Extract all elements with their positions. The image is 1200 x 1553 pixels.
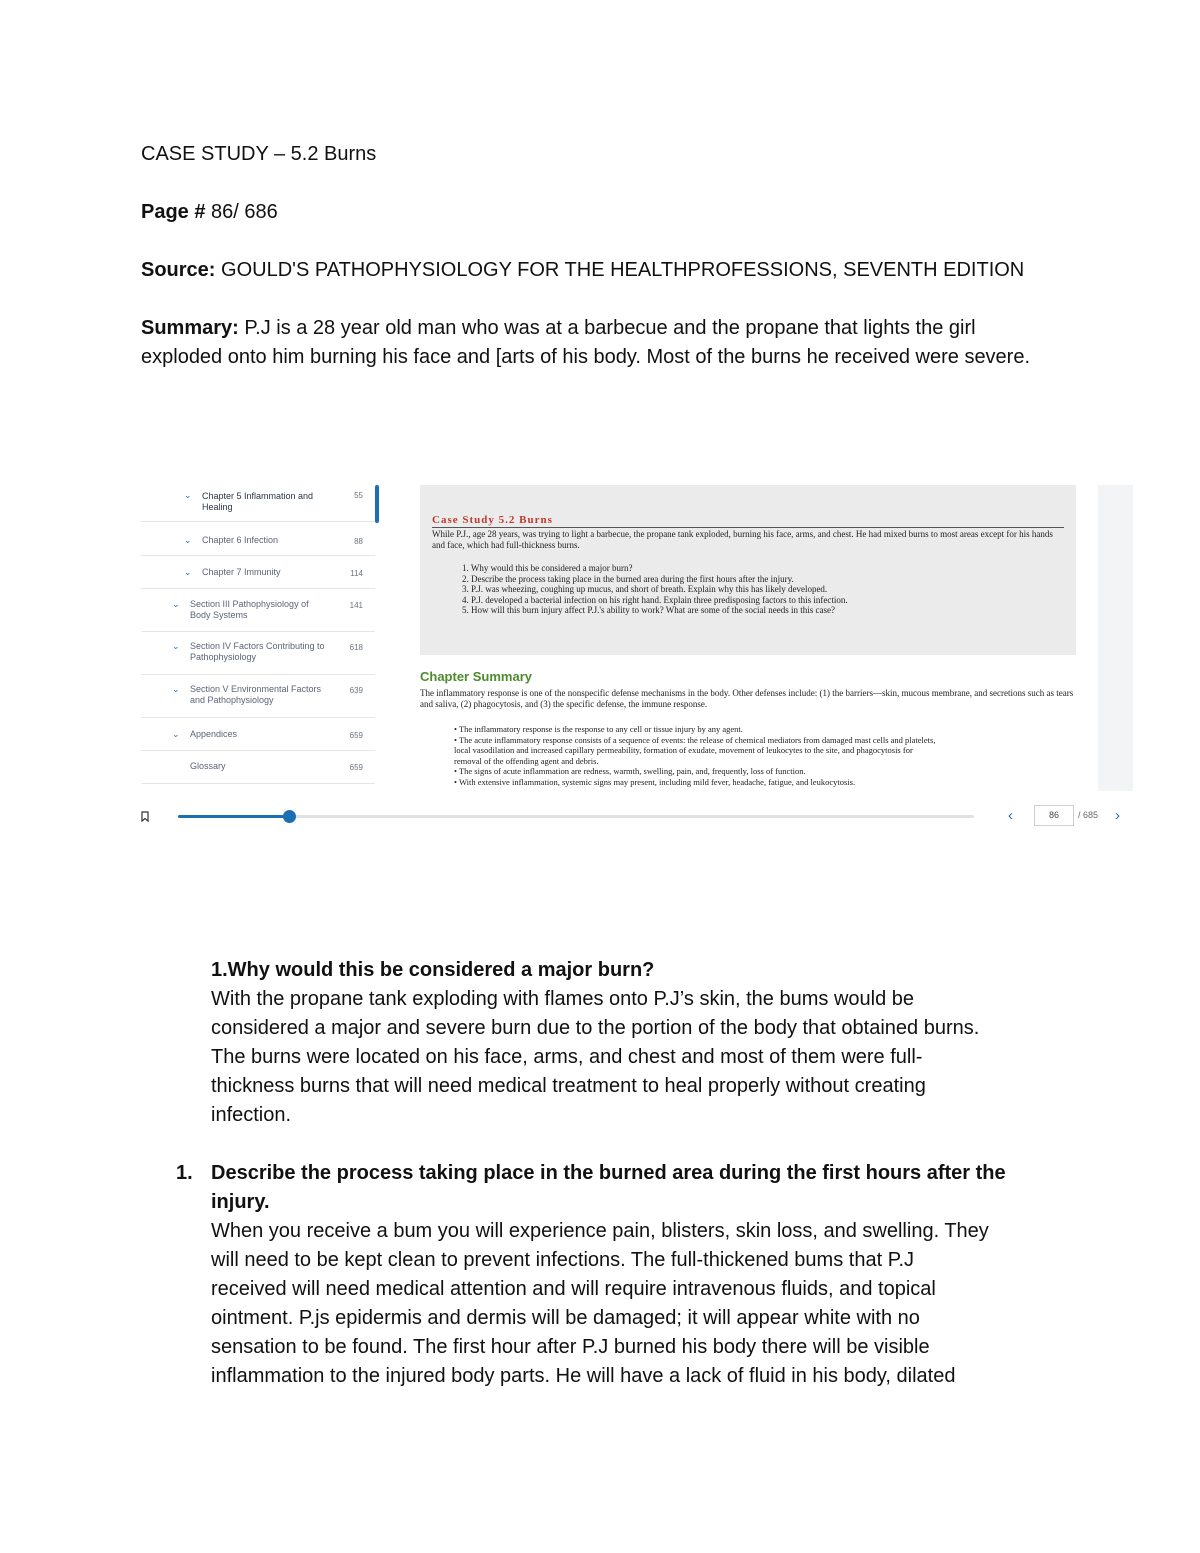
bookmark-icon[interactable]: [141, 811, 149, 822]
bullet-item: local vasodilation and increased capillary permeability, formation of exudate, movement of leukocytes to the site, and phagocytosis for: [454, 745, 913, 755]
answer-line: With the propane tank exploding with flames onto P.J’s skin, the bums would be: [211, 988, 914, 1010]
chevron-right-icon[interactable]: ›: [1115, 807, 1120, 824]
chapter-summary-bullets: [454, 724, 1079, 787]
chevron-left-icon[interactable]: ‹: [1008, 807, 1013, 824]
question-item: 3. P.J. was wheezing, coughing up mucus, and short of breath. Explain why this has likely developed.: [462, 584, 828, 594]
answer-line: inflammation to the injured body parts. He will have a lack of fluid in his body, dilated: [211, 1365, 956, 1387]
chevron-down-icon: ⌄: [184, 490, 192, 500]
bullet-item: • The signs of acute inflammation are redness, warmth, swelling, pain, and, frequently, loss of function.: [454, 766, 806, 776]
bullet-item: removal of the offending agent and debris.: [454, 755, 599, 766]
toc-item-label: Chapter 6 Infection: [202, 535, 279, 545]
question-item: 4. P.J. developed a bacterial infection on his right hand. Explain three predisposing factors to this infection.: [462, 594, 848, 605]
question-item: 2. Describe the process taking place in the burned area during the first hours after the injury.: [462, 573, 794, 584]
progress-fill: [178, 815, 289, 818]
side-panel: [1098, 485, 1133, 791]
answer-line: thickness burns that will need medical treatment to heal properly without creating: [211, 1075, 926, 1097]
spacer: [211, 1130, 1071, 1159]
toc-item-label: Section V Environmental Factors and Pathophysiology: [190, 684, 322, 705]
page-progress-slider[interactable]: [178, 815, 974, 818]
case-study-questions: [462, 563, 1064, 616]
bullet-item: • The acute inflammatory response consists of a sequence of events: the release of chemical mediators from damaged mast cells and platelets,: [454, 734, 936, 745]
toc-item-section-3[interactable]: [141, 589, 375, 632]
answer-line: infection.: [211, 1104, 292, 1126]
case-study-text: While P.J., age 28 years, was trying to light a barbecue, the propane tank exploded, burning his face, arms, and chest. He had mixed burns to most areas except for his hands and face, which had full-thickness burns.: [432, 529, 1053, 550]
toc-item-glossary[interactable]: [141, 751, 375, 784]
answer-line: considered a major and severe burn due to the portion of the body that obtained burns.: [211, 1017, 980, 1039]
answers-section: [176, 956, 1071, 1391]
ebook-screenshot: [141, 485, 1133, 835]
chevron-down-icon: ⌄: [172, 729, 180, 739]
toc-item-page: 88: [354, 537, 363, 546]
divider: [432, 527, 1064, 528]
toc-item-page: 618: [349, 643, 363, 652]
chevron-down-icon: ⌄: [172, 684, 180, 694]
toc-item-page: 141: [349, 601, 363, 610]
slider-handle[interactable]: [283, 810, 296, 823]
answer-line: The burns were located on his face, arms, and chest and most of them were full-: [211, 1046, 923, 1068]
question-2-heading: [176, 1159, 1071, 1217]
question-1-heading: 1.Why would this be considered a major burn?: [211, 959, 655, 981]
toc-item-page: 659: [349, 731, 363, 740]
chevron-down-icon: ⌄: [184, 535, 192, 545]
bullet-item: • The inflammatory response is the response to any cell or tissue injury by any agent.: [454, 724, 743, 734]
chevron-down-icon: ⌄: [184, 567, 192, 577]
case-study-heading: Case Study 5.2 Burns: [432, 514, 553, 526]
page-number-input[interactable]: 86: [1034, 805, 1074, 826]
question-item: 1. Why would this be considered a major burn?: [462, 563, 633, 573]
toc-item-section-4[interactable]: [141, 632, 375, 675]
document-header: [141, 140, 1061, 372]
chevron-down-icon: ⌄: [172, 641, 180, 651]
page-number-line: [141, 198, 1061, 227]
toc-item-label: Section III Pathophysiology of Body Systems: [190, 599, 309, 620]
answer-line: will need to be kept clean to prevent infections. The full-thickened bums that P.J: [211, 1249, 915, 1271]
toc-scroll-indicator: [375, 485, 379, 523]
chapter-summary-heading: Chapter Summary: [420, 669, 532, 684]
question-2-title-line: Describe the process taking place in the burned area during the first hours after the: [211, 1162, 1006, 1184]
chevron-down-icon: ⌄: [172, 599, 180, 609]
answer-line: received will need medical attention and will require intravenous fluids, and topical: [211, 1278, 936, 1300]
summary-value: P.J is a 28 year old man who was at a barbecue and the propane that lights the girl exploded onto him burning his face and [arts of his body. Most of the burns he received were severe.: [141, 317, 1031, 368]
table-of-contents: [141, 485, 398, 791]
toc-item-page: 55: [354, 491, 363, 500]
toc-item-label: Chapter 7 Immunity: [202, 567, 281, 577]
chapter-summary-text: The inflammatory response is one of the nonspecific defense mechanisms in the body. Other defenses include: (1) the barriers—skin, mucous membrane, and secretions such as tears and saliva, (2) phagocytosis, and (3) the specific defense, the immune response.: [420, 688, 1074, 709]
page-value: 86/ 686: [205, 201, 278, 223]
question-item: 5. How will this burn injury affect P.J.'s ability to work? What are some of the social needs in this case?: [462, 605, 835, 615]
ebook-page-view: [420, 485, 1097, 791]
toc-item-label: Section IV Factors Contributing to Pathophysiology: [190, 641, 325, 662]
toc-item-chapter-7[interactable]: [141, 556, 375, 589]
toc-item-label: Glossary: [190, 761, 226, 771]
source-value: GOULD'S PATHOPHYSIOLOGY FOR THE HEALTHPROFESSIONS, SEVENTH EDITION: [215, 259, 1025, 281]
case-title: CASE STUDY – 5.2 Burns: [141, 143, 377, 165]
case-study-box: [420, 485, 1076, 655]
answer-line: When you receive a bum you will experience pain, blisters, skin loss, and swelling. They: [211, 1220, 989, 1242]
summary-paragraph: [141, 314, 1061, 372]
bullet-item: • With extensive inflammation, systemic signs may present, including mild fever, headache, fatigue, and leukocytosis.: [454, 776, 856, 787]
toc-item-chapter-5[interactable]: [141, 489, 375, 522]
page-total: / 685: [1078, 810, 1099, 820]
toc-item-chapter-6[interactable]: [141, 523, 375, 556]
source-line: [141, 256, 1061, 285]
summary-label: Summary:: [141, 317, 239, 339]
toc-item-section-5[interactable]: [141, 675, 375, 718]
toc-item-page: 639: [349, 686, 363, 695]
question-2-title-line: injury.: [211, 1191, 270, 1213]
source-label: Source:: [141, 259, 216, 281]
answer-line: sensation to be found. The first hour after P.J burned his body there will be visible: [211, 1336, 930, 1358]
toc-item-label: Chapter 5 Inflammation and Healing: [202, 491, 314, 512]
page-label: Page #: [141, 201, 206, 223]
toc-item-appendices[interactable]: [141, 718, 375, 751]
toc-item-label: Appendices: [190, 729, 238, 739]
toc-item-page: 114: [350, 569, 363, 578]
toc-item-page: 659: [349, 763, 363, 772]
question-2-number: 1.: [176, 1162, 193, 1184]
answer-line: ointment. P.js epidermis and dermis will be damaged; it will appear white with no: [211, 1307, 920, 1329]
